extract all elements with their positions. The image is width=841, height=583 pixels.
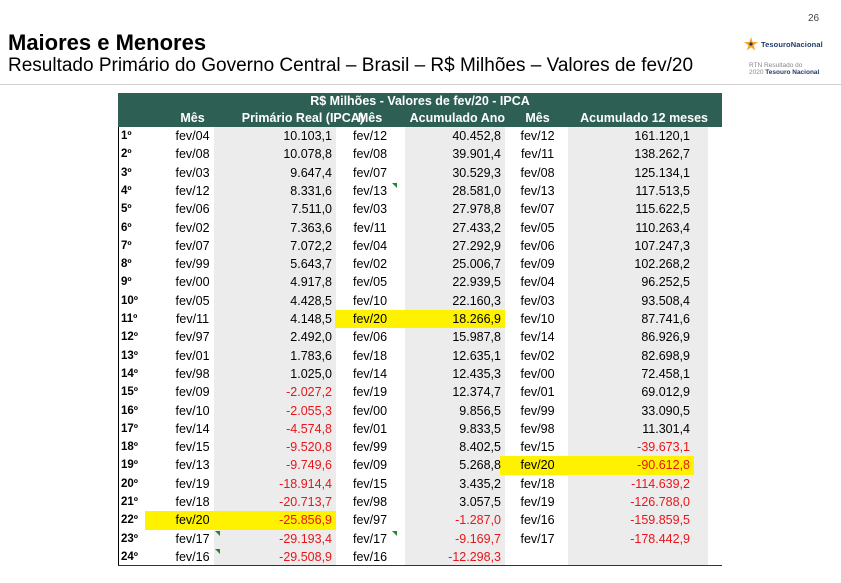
month-cell: fev/06 (352, 330, 388, 345)
rtn-line1: RTN Resultado do (749, 62, 803, 69)
month-cell: fev/04 (520, 275, 555, 290)
table-row (118, 530, 722, 548)
value-cell: 22.939,5 (452, 275, 501, 290)
rank-cell: 18º (121, 441, 138, 454)
value-cell: 30.529,3 (452, 165, 501, 180)
value-cell: -29.508,9 (279, 549, 332, 564)
month-cell: fev/99 (520, 403, 555, 418)
value-cell: 93.508,4 (641, 293, 690, 308)
table-row (118, 292, 722, 310)
table-row (118, 182, 722, 200)
rtn-line2: Tesouro Nacional (765, 69, 820, 76)
rank-cell: 10º (121, 294, 138, 307)
logo-text: TesouroNacional (761, 39, 823, 49)
table-row (118, 456, 722, 474)
rank-cell: 11º (121, 313, 138, 325)
value-cell: -39.673,1 (637, 440, 690, 455)
value-cell: 4.917,8 (290, 275, 332, 290)
value-cell: 4.428,5 (290, 293, 332, 308)
rank-cell: 8º (121, 258, 132, 271)
value-cell: -12.298,3 (448, 549, 501, 564)
table-row (118, 402, 722, 420)
table-row (118, 438, 722, 456)
month-cell: fev/10 (352, 293, 388, 308)
value-cell: -178.442,9 (630, 531, 690, 546)
comment-marker-icon (215, 549, 220, 554)
value-cell: 115.622,5 (635, 202, 690, 217)
table-row (118, 493, 722, 511)
month-cell: fev/20 (520, 458, 555, 473)
value-cell: 3.057,5 (459, 495, 501, 509)
value-cell: -126.788,0 (630, 495, 690, 509)
value-cell: 11.301,4 (642, 421, 690, 436)
table-row (118, 237, 722, 255)
value-cell: 15.987,8 (452, 330, 501, 345)
value-cell: 9.647,4 (290, 165, 332, 180)
month-cell: fev/05 (520, 220, 555, 235)
month-cell: fev/16 (175, 549, 210, 564)
value-cell: -29.193,4 (279, 531, 332, 546)
rank-cell: 19º (121, 459, 138, 472)
rank-cell: 6º (121, 221, 132, 234)
month-cell: fev/07 (175, 238, 210, 253)
rank-cell: 1º (121, 130, 132, 142)
value-cell: 125.134,1 (634, 165, 690, 180)
comment-marker-icon (392, 183, 397, 188)
value-cell: 1.783,6 (290, 348, 332, 363)
table-row (118, 347, 722, 365)
value-cell: 18.266,9 (452, 312, 501, 326)
rank-cell: 7º (121, 239, 132, 252)
month-cell: fev/19 (352, 385, 388, 400)
month-cell: fev/11 (520, 147, 555, 162)
value-cell: 138.262,7 (634, 147, 690, 162)
page-title: Maiores e Menores (8, 30, 207, 55)
month-cell: fev/10 (175, 403, 210, 418)
table-row (118, 127, 722, 145)
header-divider (0, 84, 841, 85)
table-row (118, 383, 722, 401)
rank-cell: 2º (121, 148, 132, 161)
month-cell: fev/01 (520, 385, 555, 400)
comment-marker-icon (392, 531, 397, 536)
page-number: 26 (808, 13, 820, 24)
value-cell: 8.331,6 (290, 183, 332, 198)
month-cell: fev/03 (352, 202, 388, 217)
value-cell: 27.433,2 (452, 220, 501, 235)
month-cell: fev/00 (352, 403, 388, 418)
month-cell: fev/03 (520, 293, 555, 308)
month-cell: fev/11 (175, 312, 210, 326)
value-cell: 40.452,8 (452, 129, 501, 143)
rtn-logo (749, 62, 819, 76)
col-header-mes-3: Mês (525, 111, 550, 125)
month-cell: fev/08 (352, 147, 388, 162)
col-header-acumulado-ano: Acumulado Ano (409, 111, 505, 125)
rtn-year: 2020 (749, 69, 764, 76)
table-row (118, 200, 722, 218)
value-cell: 87.741,6 (641, 312, 690, 326)
month-cell: fev/10 (520, 312, 555, 326)
value-cell (568, 548, 690, 566)
month-cell: fev/99 (352, 440, 388, 455)
rank-cell: 17º (121, 422, 138, 435)
month-cell: fev/15 (352, 476, 388, 491)
value-cell: -114.639,2 (631, 476, 690, 491)
month-cell: fev/17 (175, 531, 210, 546)
month-cell: fev/02 (175, 220, 210, 235)
value-cell: -9.749,6 (286, 458, 332, 473)
rank-cell: 20º (121, 477, 138, 490)
month-cell: fev/18 (352, 348, 388, 363)
value-cell: -90.612,8 (637, 458, 690, 473)
table-row (118, 219, 722, 237)
col-header-acumulado-12: Acumulado 12 meses (580, 111, 708, 125)
month-cell: fev/02 (520, 348, 555, 363)
value-cell: -1.287,0 (455, 513, 501, 528)
value-cell: -159.859,5 (630, 513, 690, 528)
month-cell: fev/13 (175, 458, 210, 473)
value-cell: 12.435,3 (452, 366, 501, 381)
value-cell: 39.901,4 (452, 147, 501, 162)
rank-cell: 23º (121, 532, 138, 545)
value-cell: -20.713,7 (279, 495, 332, 509)
table-row (118, 255, 722, 273)
month-cell: fev/00 (520, 366, 555, 381)
month-cell: fev/07 (520, 202, 555, 217)
rank-cell: 3º (121, 166, 132, 179)
col-header-primario: Primário Real (IPCA) (241, 111, 364, 125)
month-cell: fev/13 (352, 183, 388, 198)
month-cell: fev/07 (352, 165, 388, 180)
star-logo-icon (744, 37, 758, 51)
value-cell: 110.263,4 (635, 220, 690, 235)
value-cell: 117.513,5 (635, 183, 690, 198)
month-cell: fev/97 (352, 513, 388, 528)
table-row (118, 365, 722, 383)
month-cell: fev/15 (175, 440, 210, 455)
value-cell: 22.160,3 (452, 293, 501, 308)
table-top-header: R$ Milhões - Valores de fev/20 - IPCA (118, 93, 722, 109)
month-cell: fev/01 (175, 348, 210, 363)
value-cell: 69.012,9 (641, 385, 690, 400)
table-row (118, 310, 722, 328)
month-cell: fev/05 (352, 275, 388, 290)
table-row (118, 328, 722, 346)
comment-marker-icon (215, 531, 220, 536)
rank-cell: 24º (121, 550, 138, 563)
month-cell: fev/03 (175, 165, 210, 180)
month-cell: fev/14 (520, 330, 555, 345)
ranking-table (118, 93, 722, 566)
table-row (118, 511, 722, 529)
month-cell: fev/06 (175, 202, 210, 217)
tesouro-logo (744, 36, 823, 52)
month-cell: fev/04 (175, 129, 210, 143)
value-cell: 10.078,8 (283, 147, 332, 162)
rank-cell: 22º (121, 514, 138, 527)
table-bottom-border (118, 565, 722, 566)
month-cell: fev/98 (352, 495, 388, 509)
month-cell: fev/12 (520, 129, 555, 143)
col-header-mes-1: Mês (180, 111, 205, 125)
value-cell: 1.025,0 (290, 366, 332, 381)
value-cell: 102.268,2 (634, 257, 690, 272)
month-cell: fev/17 (352, 531, 388, 546)
month-cell: fev/02 (352, 257, 388, 272)
month-cell: fev/08 (175, 147, 210, 162)
value-cell: 9.833,5 (459, 421, 501, 436)
month-cell: fev/11 (353, 220, 387, 235)
value-cell: 12.374,7 (452, 385, 501, 400)
value-cell: 9.856,5 (459, 403, 501, 418)
value-cell: -2.055,3 (286, 403, 332, 418)
month-cell: fev/01 (352, 421, 388, 436)
value-cell: 161.120,1 (634, 129, 690, 143)
month-cell: fev/15 (520, 440, 555, 455)
month-cell: fev/12 (352, 129, 388, 143)
month-cell: fev/05 (175, 293, 210, 308)
value-cell: 82.698,9 (641, 348, 690, 363)
month-cell: fev/09 (175, 385, 210, 400)
month-cell: fev/09 (352, 458, 388, 473)
table-row (118, 475, 722, 493)
rank-cell: 12º (121, 331, 138, 344)
rank-cell: 14º (121, 367, 138, 380)
month-cell: fev/14 (175, 421, 210, 436)
month-cell: fev/19 (520, 495, 555, 509)
rank-cell: 21º (121, 496, 138, 508)
table-row (118, 273, 722, 291)
month-cell (500, 548, 575, 566)
value-cell: -9.520,8 (286, 440, 332, 455)
table-row (118, 548, 722, 566)
month-cell: fev/09 (520, 257, 555, 272)
page-subtitle: Resultado Primário do Governo Central – Brasil – R$ Milhões – Valores de fev/20 (8, 55, 694, 76)
value-cell: 25.006,7 (452, 257, 501, 272)
value-cell: 7.363,6 (290, 220, 332, 235)
month-cell: fev/16 (520, 513, 555, 528)
rank-cell: 15º (121, 386, 138, 399)
month-cell: fev/16 (352, 549, 388, 564)
month-cell: fev/17 (520, 531, 555, 546)
value-cell: 96.252,5 (641, 275, 690, 290)
rank-cell: 16º (121, 404, 138, 417)
value-cell: 86.926,9 (641, 330, 690, 345)
rank-cell: 5º (121, 203, 132, 216)
month-cell: fev/20 (352, 312, 388, 326)
month-cell: fev/12 (175, 183, 210, 198)
value-cell: -25.856,9 (279, 513, 332, 528)
value-cell: 10.103,1 (283, 129, 332, 143)
value-cell: -18.914,4 (279, 476, 332, 491)
month-cell: fev/18 (175, 495, 210, 509)
month-cell: fev/98 (175, 366, 210, 381)
rank-cell: 13º (121, 349, 138, 362)
value-cell: 8.402,5 (459, 440, 501, 455)
month-cell: fev/18 (520, 476, 555, 491)
month-cell: fev/97 (175, 330, 210, 345)
month-cell: fev/04 (352, 238, 388, 253)
rank-cell: 4º (121, 184, 132, 197)
value-cell: 2.492,0 (290, 330, 332, 345)
value-cell: 5.643,7 (290, 257, 332, 272)
table-row (118, 420, 722, 438)
value-cell: 4.148,5 (290, 312, 332, 326)
table-row (118, 145, 722, 163)
value-cell: 12.635,1 (452, 348, 501, 363)
col-header-mes-2: Mês (357, 111, 383, 125)
rank-cell: 9º (121, 276, 132, 289)
value-cell: 107.247,3 (634, 238, 690, 253)
month-cell: fev/99 (175, 257, 210, 272)
month-cell: fev/13 (520, 183, 555, 198)
month-cell: fev/98 (520, 421, 555, 436)
value-cell: 72.458,1 (641, 366, 690, 381)
value-cell: 5.268,8 (459, 458, 501, 473)
table-row (118, 164, 722, 182)
month-cell: fev/06 (520, 238, 555, 253)
value-cell: 3.435,2 (459, 476, 501, 491)
value-cell: 27.978,8 (452, 202, 501, 217)
month-cell: fev/00 (175, 275, 210, 290)
table-column-header (118, 109, 722, 127)
value-cell: -2.027,2 (286, 385, 332, 400)
value-cell: 28.581,0 (452, 183, 501, 198)
value-cell: 7.072,2 (290, 238, 332, 253)
month-cell: fev/08 (520, 165, 555, 180)
month-cell: fev/20 (175, 513, 210, 528)
month-cell: fev/19 (175, 476, 210, 491)
value-cell: 33.090,5 (641, 403, 690, 418)
value-cell: -9.169,7 (455, 531, 501, 546)
month-cell: fev/14 (352, 366, 388, 381)
value-cell: 7.511,0 (291, 202, 332, 217)
value-cell: -4.574,8 (286, 421, 332, 436)
value-cell: 27.292,9 (452, 238, 501, 253)
